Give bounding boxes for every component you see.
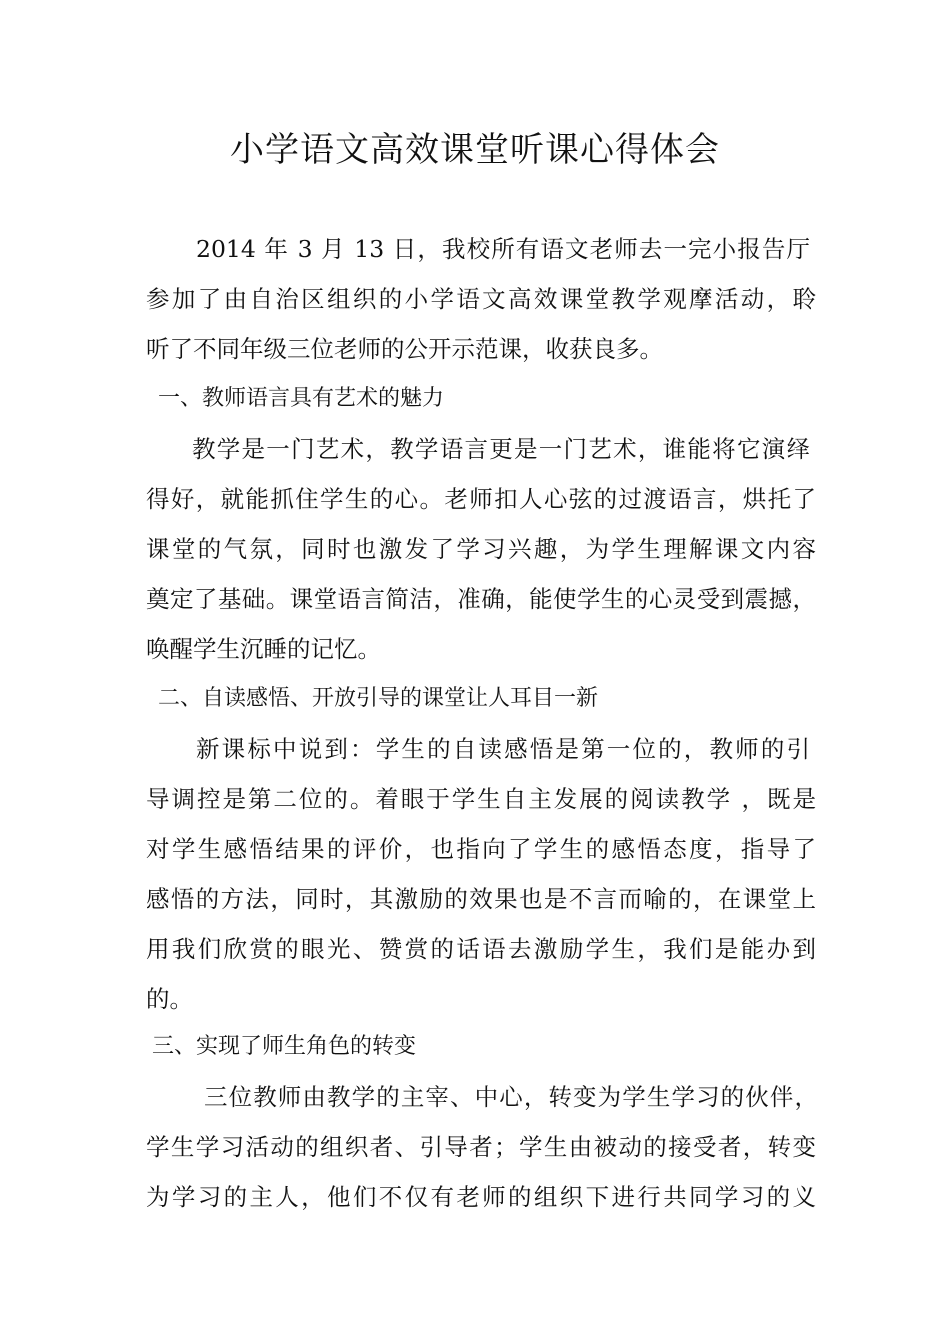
- paragraph-line: 得好，就能抓住学生的心。老师扣人心弦的过渡语言，烘托了: [146, 485, 816, 513]
- paragraph-line: 三位教师由教学的主宰、中心，转变为学生学习的伙伴，: [204, 1083, 818, 1111]
- paragraph-line: 听了不同年级三位老师的公开示范课，收获良多。: [146, 335, 663, 363]
- document-title: 小学语文高效课堂听课心得体会: [230, 130, 720, 170]
- section-heading: 三、实现了师生角色的转变: [152, 1034, 417, 1059]
- paragraph-line: 新课标中说到：学生的自读感悟是第一位的，教师的引: [196, 735, 810, 763]
- paragraph-line: 学生学习活动的组织者、引导者；学生由被动的接受者，转变: [146, 1133, 816, 1161]
- paragraph-line: 对学生感悟结果的评价，也指向了学生的感悟态度，指导了: [146, 835, 816, 863]
- paragraph-line: 导调控是第二位的。着眼于学生自主发展的阅读教学 ，既是: [146, 785, 816, 813]
- section-heading: 一、教师语言具有艺术的魅力: [158, 386, 445, 411]
- paragraph-line: 的。: [146, 985, 193, 1013]
- section-heading: 二、自读感悟、开放引导的课堂让人耳目一新: [158, 686, 599, 711]
- paragraph-line: 教学是一门艺术，教学语言更是一门艺术，谁能将它演绎: [192, 435, 810, 463]
- paragraph-line: 感悟的方法，同时，其激励的效果也是不言而喻的，在课堂上: [146, 885, 816, 913]
- paragraph-line: 奠定了基础。课堂语言简洁，准确，能使学生的心灵受到震撼，: [146, 585, 816, 613]
- paragraph-line: 参加了由自治区组织的小学语文高效课堂教学观摩活动，聆: [146, 285, 816, 313]
- paragraph-line: 为学习的主人，他们不仅有老师的组织下进行共同学习的义: [146, 1183, 816, 1211]
- paragraph-line: 唤醒学生沉睡的记忆。: [146, 635, 381, 663]
- paragraph-line: 2014 年 3 月 13 日，我校所有语文老师去一完小报告厅: [196, 235, 810, 263]
- paragraph-line: 用我们欣赏的眼光、赞赏的话语去激励学生，我们是能办到: [146, 935, 816, 963]
- paragraph-line: 课堂的气氛，同时也激发了学习兴趣，为学生理解课文内容: [146, 535, 816, 563]
